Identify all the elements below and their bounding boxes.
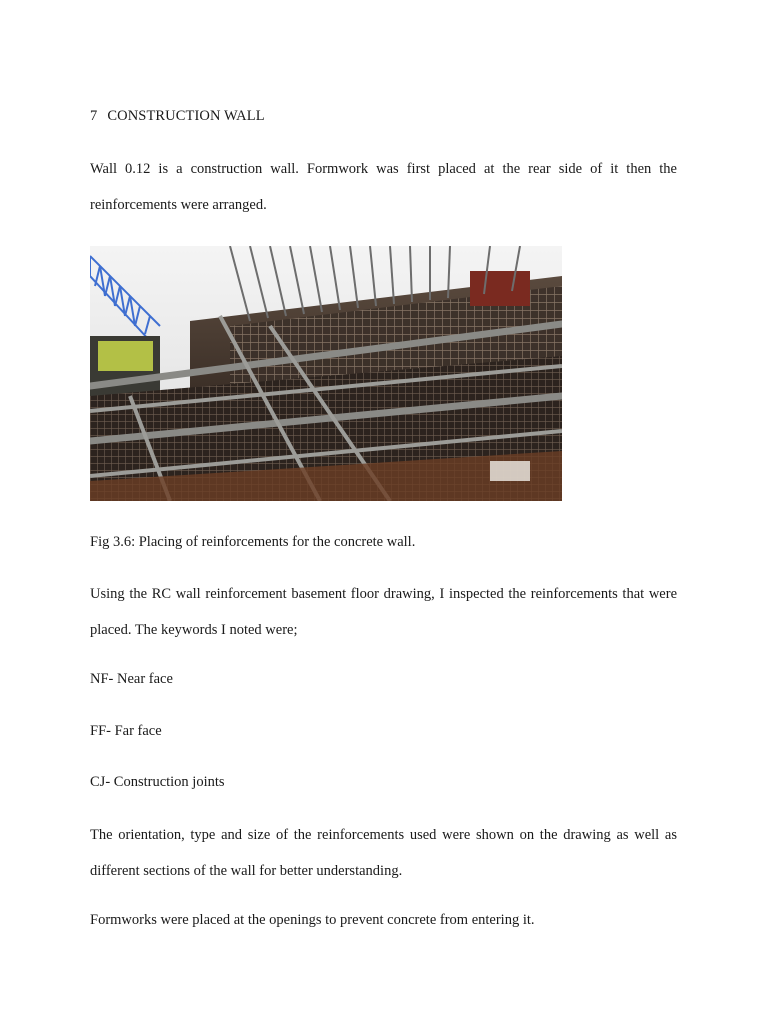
figure-caption: Fig 3.6: Placing of reinforcements for the concrete wall.: [90, 534, 416, 550]
keyword-nf: NF- Near face: [90, 671, 173, 687]
inspection-paragraph: Using the RC wall reinforcement basement floor drawing, I inspected the reinforcements that were placed. The keywords I noted were;: [90, 586, 677, 638]
intro-paragraph: Wall 0.12 is a construction wall. Formwork was first placed at the rear side of it then the reinforcements were arranged.: [90, 161, 677, 213]
orientation-paragraph: The orientation, type and size of the reinforcements used were shown on the drawing as well as different sections of the wall for better understanding.: [90, 827, 677, 879]
formworks-paragraph: Formworks were placed at the openings to prevent concrete from entering it.: [90, 912, 535, 928]
reinforcement-photo: [90, 246, 562, 501]
section-heading: [90, 108, 265, 125]
keyword-ff: FF- Far face: [90, 723, 162, 739]
section-title: CONSTRUCTION WALL: [107, 108, 265, 124]
keyword-cj: CJ- Construction joints: [90, 774, 225, 790]
section-number: 7: [90, 108, 98, 124]
